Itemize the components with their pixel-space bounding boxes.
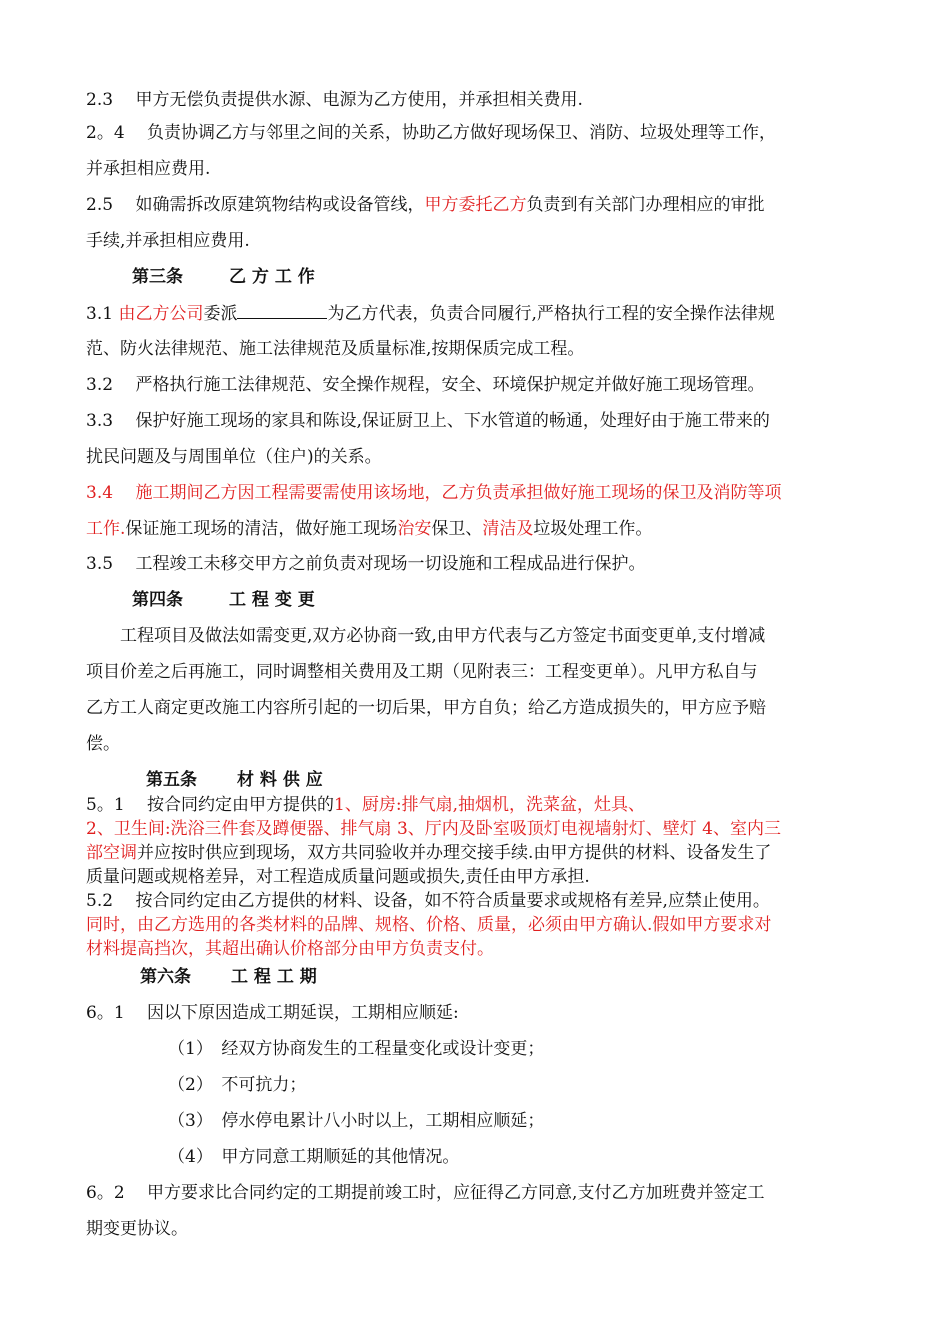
clause-3-5: 3.5 工程竣工未移交甲方之前负责对现场一切设施和工程成品进行保护。 bbox=[86, 554, 646, 574]
article-3-heading bbox=[132, 266, 315, 288]
clause-text: 2.5 如确需拆改原建筑物结构或设备管线， bbox=[86, 195, 425, 215]
article-title: 工 程 变 更 bbox=[229, 590, 315, 610]
clause-text: 并应按时供应到现场，双方共同验收并办理交接手续.由甲方提供的材料、设备发生了 bbox=[137, 843, 772, 863]
clause-5-2: 5.2 按合同约定由乙方提供的材料、设备，如不符合质量要求或规格有差异,应禁止使用。 bbox=[86, 891, 770, 911]
clause-5-1 bbox=[86, 794, 645, 816]
clause-text: 保证施工现场的清洁，做好施工现场 bbox=[125, 519, 398, 539]
article-4-heading bbox=[132, 589, 315, 611]
clause-2-4: 2。4 负责协调乙方与邻里之间的关系，协助乙方做好现场保卫、消防、垃圾处理等工作， bbox=[86, 123, 777, 143]
clause-5-1-cont: 2、卫生间:洗浴三件套及蹲便器、排气扇 3、厅内及卧室吸顶灯电视墙射灯、壁灯 4、室内三 bbox=[86, 819, 781, 839]
list-item: （2） 不可抗力； bbox=[168, 1075, 307, 1095]
clause-5-1-cont bbox=[86, 842, 771, 864]
clause-3-1 bbox=[86, 302, 775, 325]
highlight-text: 甲方委托乙方 bbox=[424, 195, 527, 215]
clause-3-1-cont: 范、防火法律规范、施工法律规范及质量标准,按期保质完成工程。 bbox=[86, 339, 585, 359]
blank-underline bbox=[237, 302, 327, 319]
clause-text: 负责到有关部门办理相应的审批 bbox=[526, 195, 765, 215]
clause-3-3-cont: 扰民问题及与周围单位（住户)的关系。 bbox=[86, 447, 382, 467]
highlight-text: 工作. bbox=[86, 519, 126, 539]
clause-3-2: 3.2 严格执行施工法律规范、安全操作规程，安全、环境保护规定并做好施工现场管理。 bbox=[86, 375, 765, 395]
clause-2-4-cont: 并承担相应费用. bbox=[86, 159, 211, 179]
article-title: 乙 方 工 作 bbox=[229, 267, 315, 287]
clause-text: 垃圾处理工作。 bbox=[533, 519, 653, 539]
highlight-text: 治安 bbox=[397, 519, 432, 539]
clause-3-3: 3.3 保护好施工现场的家具和陈设,保证厨卫上、下水管道的畅通，处理好由于施工带来的 bbox=[86, 411, 770, 431]
clause-6-1: 6。1 因以下原因造成工期延误，工期相应顺延: bbox=[86, 1003, 459, 1023]
clause-6-2: 6。2 甲方要求比合同约定的工期提前竣工时，应征得乙方同意,支付乙方加班费并签定工 bbox=[86, 1183, 765, 1203]
clause-number: 3.1 bbox=[86, 304, 119, 324]
clause-3-4: 3.4 施工期间乙方因工程需要需使用该场地，乙方负责承担做好施工现场的保卫及消防等项 bbox=[86, 483, 782, 503]
clause-3-4-cont bbox=[86, 518, 652, 540]
clause-2-5-cont: 手续,并承担相应费用. bbox=[86, 231, 250, 251]
clause-2-5 bbox=[86, 194, 764, 216]
clause-text: 为乙方代表，负责合同履行,严格执行工程的安全操作法律规 bbox=[327, 304, 775, 324]
article-number: 第六条 bbox=[140, 967, 191, 987]
highlight-text: 由乙方公司 bbox=[118, 304, 204, 324]
list-item: （4） 甲方同意工期顺延的其他情况。 bbox=[168, 1147, 460, 1167]
clause-5-2-cont: 同时，由乙方选用的各类材料的品牌、规格、价格、质量，必须由甲方确认.假如甲方要求对 bbox=[86, 915, 772, 935]
article-4-para-cont: 乙方工人商定更改施工内容所引起的一切后果，甲方自负；给乙方造成损失的，甲方应予赔 bbox=[86, 698, 766, 718]
article-5-heading bbox=[146, 769, 323, 791]
article-number: 第五条 bbox=[146, 770, 197, 790]
clause-text: 委派 bbox=[203, 304, 238, 324]
clause-5-2-cont: 材料提高挡次，其超出确认价格部分由甲方负责支付。 bbox=[86, 939, 494, 959]
highlight-text: 部空调 bbox=[86, 843, 137, 863]
highlight-text: 1、厨房:排气扇,抽烟机，洗菜盆，灶具、 bbox=[334, 795, 645, 815]
article-number: 第三条 bbox=[132, 267, 183, 287]
article-4-para-cont: 项目价差之后再施工，同时调整相关费用及工期（见附表三：工程变更单）。凡甲方私自与 bbox=[86, 662, 758, 682]
highlight-text: 清洁及 bbox=[482, 519, 534, 539]
article-title: 工 程 工 期 bbox=[231, 967, 317, 987]
list-item: （1） 经双方协商发生的工程量变化或设计变更； bbox=[168, 1039, 545, 1059]
article-6-heading bbox=[140, 966, 317, 988]
article-4-para: 工程项目及做法如需变更,双方必协商一致,由甲方代表与乙方签定书面变更单,支付增减 bbox=[120, 626, 766, 646]
clause-text: 保卫、 bbox=[431, 519, 483, 539]
list-item: （3） 停水停电累计八小时以上，工期相应顺延； bbox=[168, 1111, 545, 1131]
clause-2-3: 2.3 甲方无偿负责提供水源、电源为乙方使用，并承担相关费用. bbox=[86, 90, 583, 110]
article-4-para-cont: 偿。 bbox=[86, 734, 120, 754]
article-title: 材 料 供 应 bbox=[237, 770, 323, 790]
clause-6-2-cont: 期变更协议。 bbox=[86, 1219, 188, 1239]
article-number: 第四条 bbox=[132, 590, 183, 610]
clause-text: 5。1 按合同约定由甲方提供的 bbox=[86, 795, 335, 815]
clause-5-1-cont: 质量问题或规格差异，对工程造成质量问题或损失,责任由甲方承担. bbox=[86, 867, 590, 887]
